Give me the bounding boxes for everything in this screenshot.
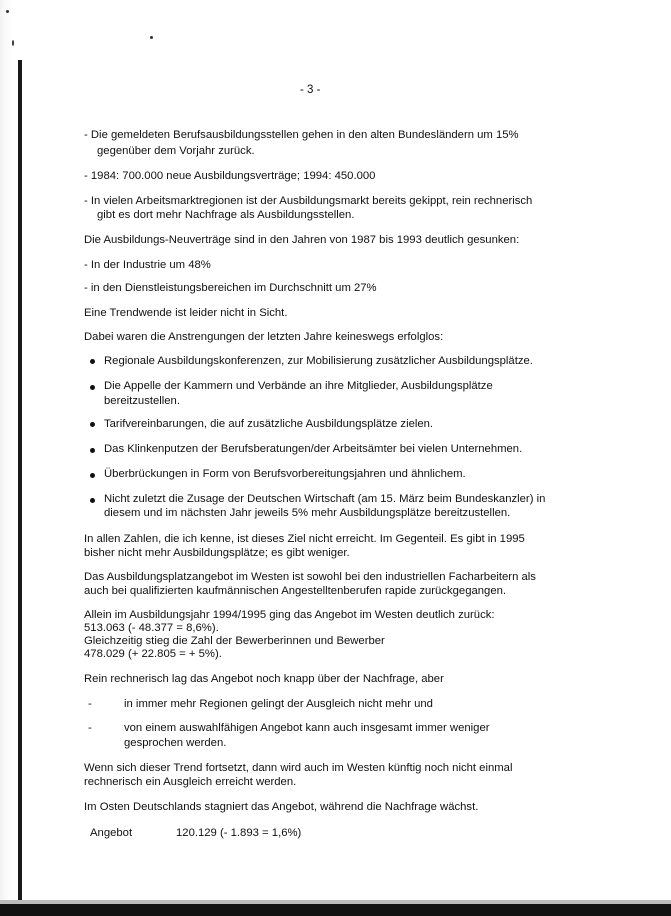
text-line: rechnerisch ein Ausgleich erreicht werden. bbox=[84, 776, 297, 788]
list-item: Tarifvereinbarungen, die auf zusätzliche Ausbildungsplätze zielen. bbox=[104, 418, 434, 430]
list-item: Regionale Ausbildungskonferenzen, zur Mobilisierung zusätzlicher Ausbildungsplätze. bbox=[104, 355, 533, 367]
bullet-icon bbox=[90, 422, 95, 427]
bullet-icon bbox=[90, 385, 95, 390]
offer-label: Angebot bbox=[90, 827, 133, 839]
text-line: - in den Dienstleistungsbereichen im Durchschnitt um 27% bbox=[84, 282, 377, 294]
text-line: - 1984: 700.000 neue Ausbildungsverträge; 1994: 450.000 bbox=[84, 170, 376, 182]
text-line: Die Ausbildungs-Neuverträge sind in den Jahren von 1987 bis 1993 deutlich gesunken: bbox=[84, 234, 520, 246]
list-item: bereitzustellen. bbox=[104, 395, 180, 407]
text-line: Gleichzeitig stieg die Zahl der Bewerberinnen und Bewerber bbox=[84, 635, 385, 647]
text-line: Rein rechnerisch lag das Angebot noch knapp über der Nachfrage, aber bbox=[84, 673, 444, 685]
list-item: Nicht zuletzt die Zusage der Deutschen Wirtschaft (am 15. März beim Bundeskanzler) in bbox=[104, 493, 546, 505]
text-line: - In der Industrie um 48% bbox=[84, 259, 211, 271]
text-line: gegenüber dem Vorjahr zurück. bbox=[97, 145, 255, 157]
text-line: In allen Zahlen, die ich kenne, ist dieses Ziel nicht erreicht. Im Gegenteil. Es gibt in 1995 bbox=[84, 533, 525, 545]
list-item: diesem und im nächsten Jahr jeweils 5% mehr Ausbildungsplätze bereitzustellen. bbox=[104, 507, 511, 519]
scan-bottom-edge bbox=[0, 904, 671, 916]
text-line: bisher nicht mehr Ausbildungsplätze; es gibt weniger. bbox=[84, 547, 350, 559]
list-item: Überbrückungen in Form von Berufsvorbereitungsjahren und ähnlichem. bbox=[104, 468, 466, 480]
scan-page-edge bbox=[18, 60, 22, 916]
text-line: auch bei qualifizierten kaufmännischen Angestelltenberufen rapide zurückgegangen. bbox=[84, 585, 507, 597]
text-line: Im Osten Deutschlands stagniert das Angebot, während die Nachfrage wächst. bbox=[84, 801, 479, 813]
text-line: gibt es dort mehr Nachfrage als Ausbildungsstellen. bbox=[97, 209, 355, 221]
bullet-icon bbox=[90, 359, 95, 364]
list-item: gesprochen werden. bbox=[124, 737, 227, 749]
list-item: Die Appelle der Kammern und Verbände an ihre Mitglieder, Ausbildungsplätze bbox=[104, 380, 493, 392]
bullet-icon bbox=[90, 448, 95, 453]
text-line: - In vielen Arbeitsmarktregionen ist der Ausbildungsmarkt bereits gekippt, rein rechnerisch bbox=[84, 195, 533, 207]
dash-marker: - bbox=[88, 698, 92, 710]
list-item: von einem auswahlfähigen Angebot kann auch insgesamt immer weniger bbox=[124, 722, 490, 734]
text-line: - Die gemeldeten Berufsausbildungsstellen gehen in den alten Bundesländern um 15% bbox=[84, 129, 519, 141]
list-item: in immer mehr Regionen gelingt der Ausgleich nicht mehr und bbox=[124, 698, 433, 710]
list-item: Das Klinkenputzen der Berufsberatungen/der Arbeitsämter bei vielen Unternehmen. bbox=[104, 443, 523, 455]
scan-speck bbox=[12, 40, 14, 46]
text-line: Das Ausbildungsplatzangebot im Westen ist sowohl bei den industriellen Facharbeitern als bbox=[84, 571, 536, 583]
page-number: - 3 - bbox=[300, 84, 321, 96]
text-line: Eine Trendwende ist leider nicht in Sicht. bbox=[84, 307, 288, 319]
scan-speck bbox=[150, 36, 153, 39]
bullet-icon bbox=[90, 473, 95, 478]
text-line: 513.063 (- 48.377 = 8,6%). bbox=[84, 622, 219, 634]
text-line: Allein im Ausbildungsjahr 1994/1995 ging das Angebot im Westen deutlich zurück: bbox=[84, 609, 495, 621]
text-line: Wenn sich dieser Trend fortsetzt, dann wird auch im Westen künftig noch nicht einmal bbox=[84, 762, 513, 774]
scan-left-margin bbox=[0, 0, 20, 916]
bullet-icon bbox=[90, 498, 95, 503]
text-line: 478.029 (+ 22.805 = + 5%). bbox=[84, 648, 222, 660]
offer-value: 120.129 (- 1.893 = 1,6%) bbox=[176, 827, 302, 839]
dash-marker: - bbox=[88, 722, 92, 734]
scan-speck bbox=[6, 10, 9, 13]
text-line: Dabei waren die Anstrengungen der letzten Jahre keineswegs erfolglos: bbox=[84, 331, 444, 343]
